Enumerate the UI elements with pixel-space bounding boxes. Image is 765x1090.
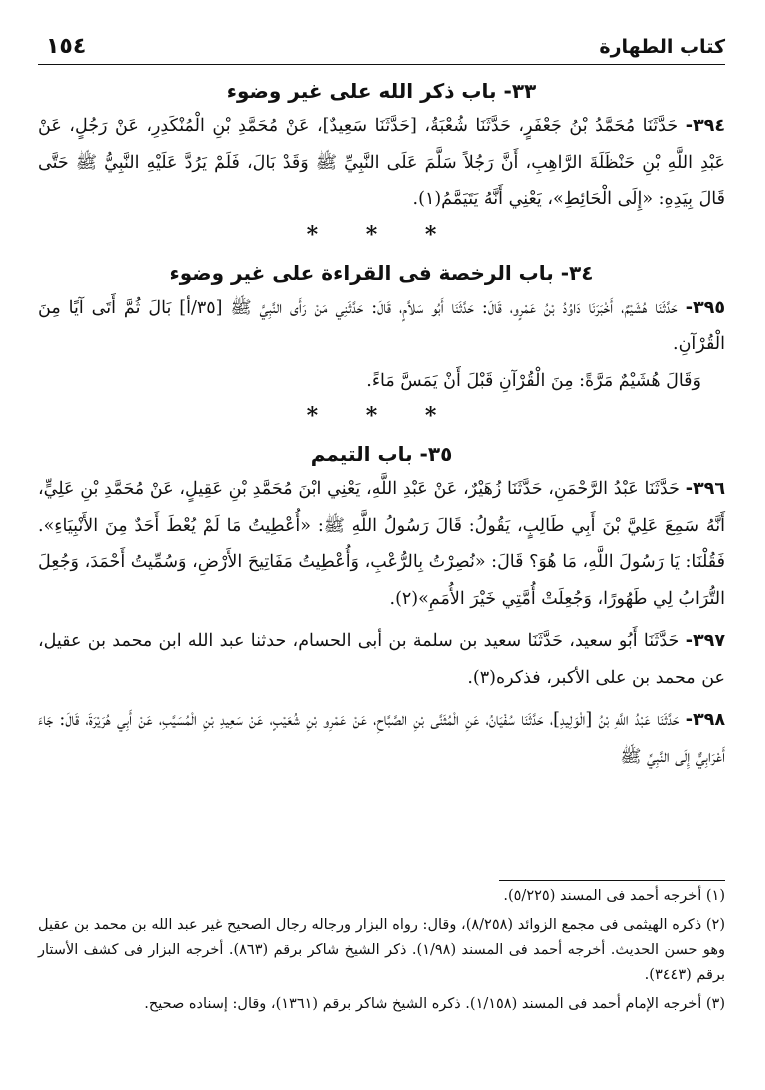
footnote-divider (499, 880, 725, 881)
page-header (38, 34, 725, 65)
footnotes (38, 884, 725, 1021)
chapter-title: ٣٥- باب التيمم (310, 442, 453, 466)
hadith-paragraph (38, 290, 725, 363)
page-number: ١٥٤ (46, 34, 87, 59)
footnote: (٣) أخرجه الإمام أحمد فى المسند (١/١٥٨). ذكره الشيخ شاكر برقم (١٣٦١)، وقال: إسناده صحيح. (144, 996, 725, 1012)
hadith-paragraph (38, 702, 725, 775)
hadith-number: ٣٩٦- (685, 479, 725, 499)
page-content (38, 70, 725, 775)
footnote: (٢) ذكره الهيثمى فى مجمع الزوائد (٨/٢٥٨)، وقال: رواه البزار ورجاله رجال الصحيح غير عبد الله بن محمد بن عقيل وهو حسن الحديث. أخرجه أحمد فى المسند (١/٩٨). ذكر الشيخ شاكر برقم (٨٦٣). أخرجه البزار فى كشف الأستار برقم (٣٤٤٣). (38, 917, 725, 983)
hadith-text: حَدَّثَنَا أَبُو سعيد، حَدَّثَنَا سعيد بن سلمة بن أبى الحسام، حدثنا عبد الله ابن محمد بن عقيل، عن محمد بن على الأكبر، فذكره(٣). (38, 631, 725, 688)
hadith-paragraph (38, 471, 725, 617)
hadith-extra-note: وَقَالَ هُشَيْمٌ مَرَّةً: مِنَ الْقُرْآنِ قَبْلَ أَنْ يَمَسَّ مَاءً. (366, 370, 701, 391)
hadith-text: حَدَّثَنَا عَبْدُ اللَّهِ بْنُ [الْوَلِيدِ]، حَدَّثَنَا سُفْيَانُ، عَنِ الْمُثَنَّى بْنِ الصَّبَّاحِ، عَنْ عَمْرِو بْنِ شُعَيْبٍ، عَنْ سَعِيدِ بْنِ الْمُسَيَّبِ، عَنْ أَبِي هُرَيْرَةَ، قَالَ: جَاءَ أَعْرَابِيٌّ إِلَى النَّبِيِّ ﷺ (38, 710, 725, 767)
book-title: كتاب الطهارة (599, 36, 725, 58)
hadith-text: حَدَّثَنَا عَبْدُ الرَّحْمَنِ، حَدَّثَنَا زُهَيْرٌ، عَنْ عَبْدِ اللَّهِ، يَعْنِي ابْنَ مُحَمَّدِ بْنِ عَقِيلٍ، عَنْ مُحَمَّدِ بْنِ عَلِيٍّ، أَنَّهُ سَمِعَ عَلِيَّ بْنَ أَبِي طَالِبٍ، يَقُولُ: قَالَ رَسُولُ اللَّهِ ﷺ: «أُعْطِيتُ مَا لَمْ يُعْطَ أَحَدٌ مِنَ الأَنْبِيَاءِ». فَقُلْنَا: يَا رَسُولَ اللَّهِ، مَا هُوَ؟ قَالَ: «نُصِرْتُ بِالرُّعْبِ، وَأُعْطِيتُ مَفَاتِيحَ الأَرْضِ، وَسُمِّيتُ أَحْمَدَ، وَجُعِلَ التُّرَابُ لِي طَهُورًا، وَجُعِلَتْ أُمَّتِي خَيْرَ الأُمَمِ»(٢). (38, 479, 725, 609)
hadith-paragraph (38, 108, 725, 218)
hadith-number: ٣٩٨- (685, 710, 725, 730)
hadith-number: ٣٩٤- (685, 116, 725, 136)
hadith-number: ٣٩٧- (685, 631, 725, 651)
section-separator: * * * (306, 221, 457, 248)
section-separator: * * * (306, 403, 457, 429)
footnote: (١) أخرجه أحمد فى المسند (٥/٢٢٥). (503, 888, 725, 904)
chapter-title: ٣٣- باب ذكر الله على غير وضوء (226, 79, 537, 103)
hadith-paragraph (38, 623, 725, 696)
hadith-text: حَدَّثَنَا هُشَيْمٌ، أَخْبَرَنَا دَاوُدُ بْنُ عَمْرٍو، قَالَ: حَدَّثَنَا أَبُو سَلاَّمٍ، قَالَ: حَدَّثَنِي مَنْ رَأَى النَّبِيَّ ﷺ [٣٥/أ] بَالَ ثُمَّ أَتَى آيًا مِنَ الْقُرْآنِ. (38, 297, 725, 354)
hadith-number: ٣٩٥- (685, 297, 725, 318)
hadith-text: حَدَّثَنَا مُحَمَّدُ بْنُ جَعْفَرٍ، حَدَّثَنَا شُعْبَةُ، [حَدَّثَنَا سَعِيدٌ]، عَنْ مُحَمَّدِ بْنِ الْمُنْكَدِرِ، عَنْ رَجُلٍ، عَنْ عَبْدِ اللَّهِ بْنِ حَنْظَلَةَ الرَّاهِبِ، أَنَّ رَجُلاً سَلَّمَ عَلَى النَّبِيِّ ﷺ وَقَدْ بَالَ، فَلَمْ يَرُدَّ عَلَيْهِ النَّبِيُّ ﷺ حَتَّى قَالَ بِيَدِهِ: «إِلَى الْحَائِطِ»، يَعْنِي أَنَّهُ يَتَيَمَّمُ(١). (38, 116, 725, 209)
chapter-title: ٣٤- باب الرخصة فى القراءة على غير وضوء (169, 260, 594, 285)
